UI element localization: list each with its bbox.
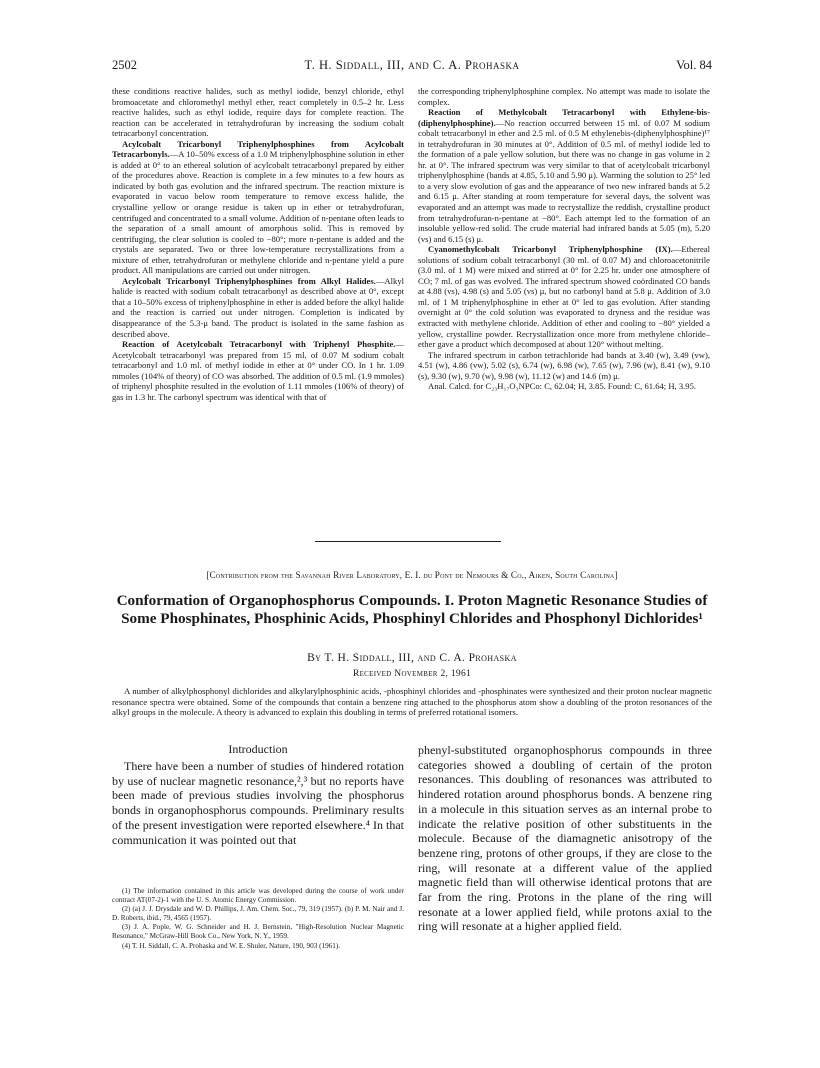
received-date: Received November 2, 1961	[352, 669, 472, 679]
page-number: 2502	[112, 58, 137, 72]
running-header	[112, 58, 712, 76]
footnote: (1) The information contained in this article was developed during the course of work under contract AT(07-2)-1 with the U. S. Atomic Energy Commission.	[112, 887, 404, 905]
article-authors: By T. H. Siddall, III, and C. A. Prohaska	[307, 652, 517, 664]
paragraph: Cyanomethylcobalt Tricarbonyl Triphenylphosphine (IX).—Ethereal solutions of sodium cobalt tetracarbonyl (30 ml. of 0.07 M) and chloroacetonitrile (3.0 ml. of 1 M) were mixed and stirred at 0° for 2.25 hr. under one atmosphere of CO; 7 ml. of gas was evolved. The infrared spectrum showed coördinated CO bands at 4.88 (vs), 4.98 (s) and 5.05 (vs) μ, but no carbonyl band at 5.8 μ. Addition of 3.0 ml. of 1 M triphenylphosphine in ether at 0° led to gas evolution. After standing overnight at 0° the cold solution was evaporated to dryness and the residue was extracted with methylene chloride. Addition of ether and cooling to −80° yielded a yellow, crystalline powder. Recrystallization once more from methylene chloride–ether gave a product which decomposed at about 120° without melting.	[418, 244, 710, 350]
run-in-heading: Acylcobalt Tricarbonyl Triphenylphosphines from Alkyl Halides.	[122, 275, 376, 286]
paragraph: Reaction of Methylcobalt Tetracarbonyl with Ethylene-bis-(diphenylphosphine).—No reaction occurred between 15 ml. of 0.07 M sodium cobalt tetracarbonyl in ether and 2.5 ml. of 0.5 M ethylenebis-(diphenylphosphine)¹⁷ in tetrahydrofuran in 30 minutes at 0°. Addition of 0.5 ml. of methyl iodide led to the formation of a pale yellow solution, but there was no change in gas volume in 2 hr. at 0°. The infrared spectrum was very similar to that of acetylcobalt tricarbonyl triphenylphosphine (bands at 4.85, 5.10 and 5.90 μ). Warming the solution to 25° led to a very slow evolution of gas and the appearance of two new infrared bands at 5.2 and 6.15 μ. After standing at room temperature for several days, the solvent was evaporated and an attempt was made to recrystallize the reddish, crystalline product from tetrahydrofuran-n-pentane at −80°. Each attempt led to the formation of an insoluble yellow-red solid. The crude material had infrared bands at 5.05 (m), 5.20 (vs) and 6.15 (s) μ.	[418, 107, 710, 244]
article-title: Conformation of Organophosphorus Compounds. I. Proton Magnetic Resonance Studies of Some Phosphinates, Phosphinic Acids, Phosphinyl Chlorides and Phosphonyl Dichlorides¹	[116, 592, 708, 627]
paragraph: the corresponding triphenylphosphine complex. No attempt was made to isolate the complex.	[418, 86, 710, 107]
run-in-heading: Reaction of Acetylcobalt Tetracarbonyl with Triphenyl Phosphite.	[122, 339, 396, 350]
paragraph: these conditions reactive halides, such as methyl iodide, benzyl chloride, ethyl bromoacetate and chloromethyl methyl ether, react completely in 0.5–2 hr. Less reactive halides, such as ethyl iodide, require days for complete reaction. The reaction can be accelerated in tetrahydrofuran by increasing the sodium cobalt tetracarbonyl concentration.	[112, 86, 404, 139]
intro-text-left: There have been a number of studies of hindered rotation by use of nuclear magnetic resonance,²,³ but no reports have been made of previous studies involving the phosphorus bonds in organophosphorus compounds. Preliminary results of the present investigation were reported elsewhere.⁴ In that communication it was pointed out that	[112, 759, 404, 847]
section-divider	[315, 541, 501, 542]
intro-text-right: phenyl-substituted organophosphorus compounds in three categories showed a doubling of certain of the proton resonances. This doubling of resonances was attributed to hindered rotation around phosphorus bonds. A benzene ring in a molecule in this situation serves as an internal probe to indicate the relative position of other substituents in the molecule. Because of the diamagnetic anisotropy of the benzene ring, protons of other groups, if they are close to the ring, will resonate at a different value of the applied magnetic field than will otherwise identical protons that are far from the ring. Protons in the plane of the ring will resonate at a lower applied field, while protons axial to the ring will resonate at a higher applied field.	[418, 743, 712, 934]
running-title: T. H. Siddall, III, and C. A. Prohaska	[304, 58, 520, 72]
analysis-line: Anal. Calcd. for C₂₃H₁₇O₃NPCo: C, 62.04; H, 3.85. Found: C, 61.64; H, 3.95.	[428, 381, 697, 392]
top-left-column	[112, 86, 404, 402]
section-heading: Introduction	[228, 742, 288, 756]
footnote: (3) J. A. Pople, W. G. Schneider and H. J. Bernstein, "High-Resolution Nuclear Magnetic Resonance," McGraw-Hill Book Co., New York, N. Y., 1959.	[112, 923, 404, 941]
paragraph: Acylcobalt Tricarbonyl Triphenylphosphines from Acylcobalt Tetracarbonyls.—A 10–50% excess of a 1.0 M triphenylphosphine solution in ether is added at 0° to an ethereal solution of acylcobalt tetracarbonyl prepared by either of the procedures above. Reaction is complete in a few minutes to a few hours as indicated by both gas evolution and the infrared spectrum. The reaction mixture is evaporated in vacuo below room temperature to remove excess halide, the crystalline yellow or orange residue is taken up in ether or tetrahydrofuran, centrifuged and concentrated to a small volume. Addition of n-pentane often leads to the separation of a small amount of amorphous solid. This is removed by centrifuging, the clear solution is cooled to −80°; more n-pentane is added and the crystals are separated. Two or three low-temperature recrystallizations from a mixture of ether, tetrahydrofuran or methylene chloride and n-pentane yield a pure product. All manipulations are carried out under nitrogen.	[112, 138, 404, 276]
contribution-line: [Contribution from the Savannah River Laboratory, E. I. du Pont de Nemours & Co., Aiken, South Carolina]	[206, 570, 618, 580]
footnote: (2) (a) J. J. Drysdale and W. D. Phillips, J. Am. Chem. Soc., 79, 319 (1957). (b) P. M. Nair and J. D. Roberts, ibid., 79, 4565 (1957).	[112, 905, 404, 923]
run-in-heading: Cyanomethylcobalt Tricarbonyl Triphenylphosphine (IX).	[428, 244, 673, 255]
paragraph: Reaction of Acetylcobalt Tetracarbonyl with Triphenyl Phosphite.—Acetylcobalt tetracarbonyl was prepared from 15 ml. of 0.07 M sodium cobalt tetracarbonyl and 1.0 ml. of methyl iodide in ether at 0° under CO. In 1 hr. 1.09 mmoles (104% of theory) of CO was absorbed. The addition of 0.5 ml. (1.9 mmoles) of triphenyl phosphite resulted in the evolution of 1.11 mmoles (106% of theory) of gas in 1.3 hr. The carbonyl spectrum was identical with that of	[112, 339, 404, 402]
abstract: A number of alkylphosphonyl dichlorides and alkylarylphosphinic acids, -phosphinyl chlorides and -phosphinates were synthesized and their proton nuclear magnetic resonance spectra were obtained. Some of the compounds that contain a benzene ring attached to the phosphorus atom show a doubling of the proton resonances of the alkyl groups in the molecule. A theory is advanced to explain this doubling in terms of preferred rotational isomers.	[112, 686, 712, 718]
run-in-heading: Acylcobalt Tricarbonyl Triphenylphosphines from Acylcobalt Tetracarbonyls.	[112, 138, 404, 160]
footnote: (4) T. H. Siddall, C. A. Prohaska and W. E. Shuler, Nature, 190, 903 (1961).	[122, 941, 341, 950]
paragraph: Acylcobalt Tricarbonyl Triphenylphosphines from Alkyl Halides.—Alkyl halide is reacted with sodium cobalt tetracarbonyl as described above at 0°, except that a 10–50% excess of triphenylphosphine in ether is added before the alkyl halide and the reaction is carried out under nitrogen. Completion is indicated by disappearance of the 5.3-μ band. The product is isolated in the same fashion as described above.	[112, 275, 404, 339]
run-in-heading: Reaction of Methylcobalt Tetracarbonyl with Ethylene-bis-(diphenylphosphine).	[418, 107, 710, 128]
volume-number: Vol. 84	[676, 58, 712, 72]
footnotes	[112, 887, 404, 951]
paragraph: The infrared spectrum in carbon tetrachloride had bands at 3.40 (w), 3.49 (vw), 4.51 (w), 4.86 (vw), 5.02 (s), 6.74 (w), 6.98 (w), 7.65 (w), 7.96 (w), 8.41 (w), 9.10 (s), 9.30 (w), 9.70 (w), 9.98 (w), 11.12 (w) and 14.6 (m) μ.	[418, 349, 710, 381]
top-right-column	[418, 86, 710, 392]
